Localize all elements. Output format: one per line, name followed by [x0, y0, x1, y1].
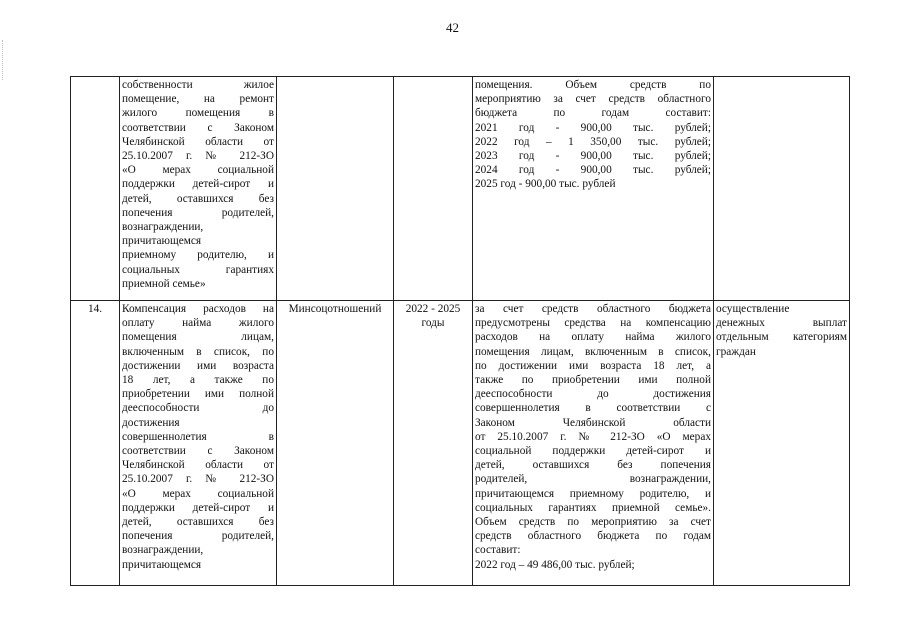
cell-line: 2023 год - 900,00 тыс. рублей; [475, 150, 711, 163]
cell-line: составит: [475, 544, 521, 557]
cell-line: совершеннолетия в [122, 430, 274, 443]
cell-line: собственности жилое [122, 79, 274, 91]
cell-line: социальных гарантиях приемной семье». [475, 501, 711, 514]
row-number-cell: 14. [71, 301, 120, 586]
cell-line: денежных выплат [716, 317, 847, 330]
cell-line: оплату найма жилого [122, 317, 274, 330]
executor-cell: Минсоцотношений [277, 301, 394, 586]
cell-line: 2024 год - 900,00 тыс. рублей; [475, 164, 711, 177]
cell-line: от 25.10.2007 г. № 212-ЗО «О мерах [475, 430, 711, 443]
cell-line: помещения. Объем средств по [475, 79, 711, 91]
cell-line: также по приобретении ими полной [475, 374, 711, 387]
cell-line: средств областного бюджета по годам [475, 530, 711, 543]
cell-line: 25.10.2007 г. № 212-ЗО [122, 150, 274, 163]
margin-mark [2, 40, 3, 80]
cell-line: вознаграждении, [122, 544, 204, 557]
period-cell [394, 301, 473, 586]
cell-line: граждан [716, 345, 756, 358]
cell-line: помещения лицам, [122, 331, 274, 344]
program-activities-table [70, 76, 850, 586]
cell-line: детей, оставшихся без [122, 516, 274, 529]
cell-line: отдельным категориям [716, 331, 847, 344]
table-row-continued [71, 77, 850, 301]
cell-line: соответствии с Законом [122, 121, 274, 134]
cell-line: социальных гарантиях [122, 263, 274, 276]
page-number: 42 [446, 20, 459, 35]
cell-line: совершеннолетия в соответствии с [475, 402, 711, 415]
cell-line: 2022 год – 49 486,00 тыс. рублей; [475, 558, 635, 571]
cell-line: мероприятию за счет средств областного [475, 93, 711, 106]
cell-line: годы [421, 317, 445, 330]
cell-line: приемному родителю, и [122, 249, 274, 262]
cell-line: бюджета по годам составит: [475, 107, 711, 120]
cell-line: поддержки детей-сирот и [122, 178, 274, 191]
funding-cell [473, 77, 714, 301]
result-cell [714, 77, 850, 301]
funding-cell [473, 301, 714, 586]
cell-line: причитающемся приемному родителю, и [475, 487, 711, 500]
cell-line: 25.10.2007 г. № 212-ЗО [122, 473, 274, 486]
cell-line: за счет средств областного бюджета [475, 303, 711, 315]
cell-line: «О мерах социальной [122, 164, 274, 177]
cell-line: предусмотрены средства на компенсацию [475, 317, 711, 330]
cell-line: помещения лицам, включенным в список, [475, 345, 711, 358]
cell-line: достижения [122, 416, 180, 429]
cell-line: включенным в список, по [122, 345, 274, 358]
cell-line: 2022 год – 1 350,00 тыс. рублей; [475, 135, 711, 148]
cell-line: причитающемся [122, 558, 202, 571]
cell-line: осуществление [716, 303, 790, 315]
activity-name-cell [120, 301, 277, 586]
cell-line: по достижении ими возраста 18 лет, а [475, 359, 711, 372]
cell-line: социальной поддержки детей-сирот и [475, 445, 711, 458]
cell-line: приемной семье» [122, 277, 206, 290]
cell-line: Компенсация расходов на [122, 303, 274, 315]
activity-name-cell [120, 77, 277, 301]
cell-line: детей, оставшихся без [122, 192, 274, 205]
cell-line: родителей, вознаграждении, [475, 473, 711, 486]
cell-line: 2021 год - 900,00 тыс. рублей; [475, 121, 711, 134]
cell-line: жилого помещения в [122, 107, 274, 120]
cell-line: Объем средств по мероприятию за счет [475, 516, 711, 529]
cell-line: дееспособности до достижения [475, 388, 711, 401]
cell-line: 2025 год - 900,00 тыс. рублей [475, 178, 616, 191]
cell-line: причитающемся [122, 235, 202, 248]
executor-cell [277, 77, 394, 301]
table-row-14 [71, 301, 850, 586]
cell-line: «О мерах социальной [122, 487, 274, 500]
result-cell [714, 301, 850, 586]
cell-line: вознаграждении, [122, 221, 204, 234]
cell-line: попечения родителей, [122, 530, 274, 543]
cell-line: Челябинской области от [122, 135, 274, 148]
cell-line: достижении ими возраста [122, 359, 274, 372]
cell-line: детей, оставшихся без попечения [475, 459, 711, 472]
cell-line: приобретении ими полной [122, 388, 274, 401]
cell-line: Челябинской области от [122, 459, 274, 472]
cell-line: Законом Челябинской области [475, 416, 711, 429]
cell-line: 2022 - 2025 [405, 303, 461, 315]
cell-line: 18 лет, а также по [122, 374, 274, 387]
cell-line: поддержки детей-сирот и [122, 501, 274, 514]
cell-line: расходов на оплату найма жилого [475, 331, 711, 344]
row-number-cell [71, 77, 120, 301]
cell-line: соответствии с Законом [122, 445, 274, 458]
cell-line: дееспособности до [122, 402, 274, 415]
cell-line: помещение, на ремонт [122, 93, 274, 106]
cell-line: попечения родителей, [122, 206, 274, 219]
period-cell [394, 77, 473, 301]
